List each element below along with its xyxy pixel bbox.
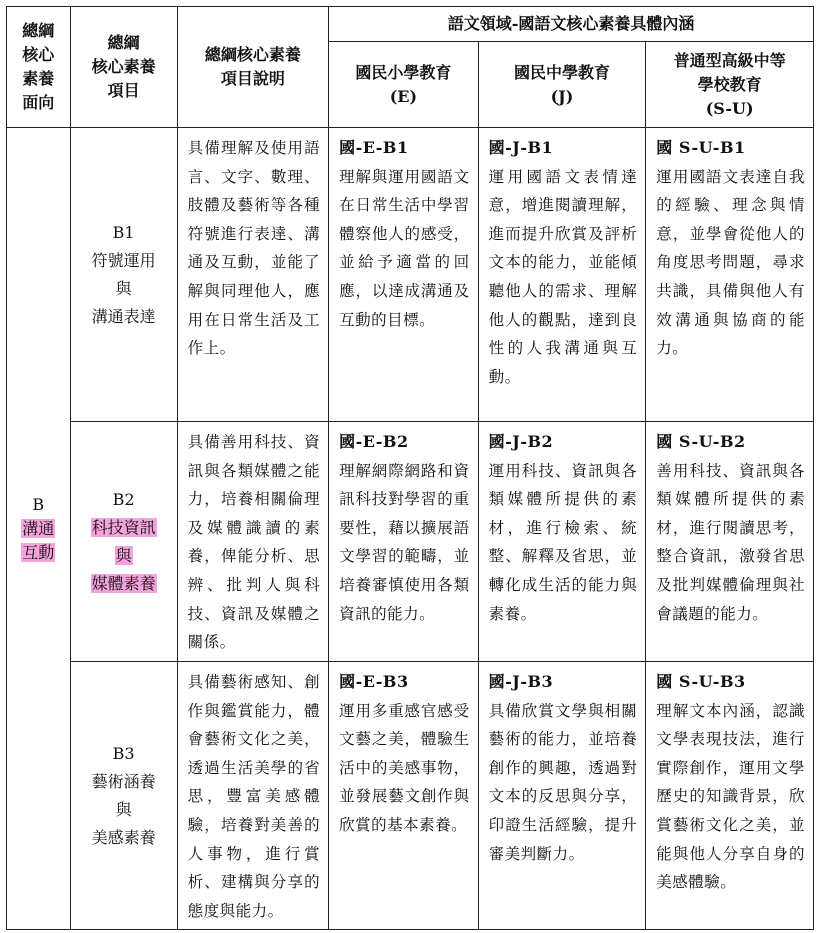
senior-code: 國 S-U-B2 — [656, 432, 746, 451]
item-cell — [70, 422, 177, 662]
item-line: 與 — [115, 545, 132, 565]
table-row — [7, 422, 814, 662]
junior-code: 國-J-B3 — [488, 672, 554, 691]
elementary-code: 國-E-B3 — [339, 672, 409, 691]
item-line: 溝通表達 — [91, 306, 156, 326]
elementary-cell — [329, 422, 478, 662]
junior-cell — [478, 128, 646, 422]
dimension-name-line: 互動 — [22, 542, 55, 562]
item-line: 與 — [115, 278, 132, 298]
item-code: B2 — [112, 489, 135, 509]
junior-code: 國-J-B2 — [488, 432, 554, 451]
item-line: 媒體素養 — [91, 573, 156, 593]
item-line: 藝術涵養 — [91, 771, 156, 791]
header-dimension: 總綱 核心 素養 面向 — [7, 7, 71, 128]
header-elementary: 國民小學教育 (E) — [329, 42, 478, 128]
junior-text: 運用科技、資訊與各類媒體所提供的素材，進行檢索、統整、解釋及省思，並轉化成生活的能力與素養。 — [488, 461, 638, 623]
item-description: 具備善用科技、資訊與各類媒體之能力，培養相關倫理及媒體識讀的素養，俾能分析、思辨、批判人與科技、資訊及媒體之關係。 — [177, 422, 328, 662]
item-code: B3 — [112, 743, 135, 763]
header-senior: 普通型高級中等 學校教育 (S-U) — [646, 42, 814, 128]
elementary-code: 國-E-B2 — [339, 432, 409, 451]
item-line: 與 — [115, 799, 132, 819]
item-description: 具備理解及使用語言、文字、數理、肢體及藝術等各種符號進行表達、溝通及互動，並能了解與同理他人，應用在日常生活及工作上。 — [177, 128, 328, 422]
header-domain-title: 語文領域-國語文核心素養具體內涵 — [329, 7, 814, 42]
elementary-text: 運用多重感官感受文藝之美，體驗生活中的美感事物，並發展藝文創作與欣賞的基本素養。 — [339, 701, 470, 834]
junior-text: 運用國語文表情達意，增進閱讀理解，進而提升欣賞及評析文本的能力，並能傾聽他人的需求、理解他人的觀點，達到良性的人我溝通與互動。 — [488, 167, 638, 386]
senior-text: 善用科技、資訊與各類媒體所提供的素材，進行閱讀思考，整合資訊，激發省思及批判媒體倫理與社會議題的能力。 — [656, 461, 805, 623]
senior-code: 國 S-U-B3 — [656, 672, 746, 691]
elementary-cell — [329, 662, 478, 930]
senior-text: 運用國語文表達自我的經驗、理念與情意，並學會從他人的角度思考問題，尋求共識，具備與他人有效溝通與協商的能力。 — [656, 167, 805, 358]
senior-cell — [646, 662, 814, 930]
table-row — [7, 128, 814, 422]
elementary-text: 理解網際網路和資訊科技對學習的重要性，藉以擴展語文學習的範疇，並培養審慎使用各類資訊的能力。 — [339, 461, 470, 623]
junior-text: 具備欣賞文學與相關藝術的能力，並培養創作的興趣，透過對文本的反思與分享，印證生活經驗，提升審美判斷力。 — [488, 701, 638, 863]
item-line: 符號運用 — [91, 250, 156, 270]
dimension-cell — [7, 128, 71, 930]
item-cell — [70, 662, 177, 930]
item-code: B1 — [112, 222, 135, 242]
junior-cell — [478, 662, 646, 930]
junior-code: 國-J-B1 — [488, 138, 554, 157]
senior-cell — [646, 422, 814, 662]
item-line: 科技資訊 — [91, 517, 156, 537]
senior-code: 國 S-U-B1 — [656, 138, 746, 157]
senior-cell — [646, 128, 814, 422]
header-junior: 國民中學教育 (J) — [478, 42, 646, 128]
dimension-name-line: 溝通 — [22, 518, 55, 538]
elementary-cell — [329, 128, 478, 422]
elementary-code: 國-E-B1 — [339, 138, 409, 157]
item-description: 具備藝術感知、創作與鑑賞能力，體會藝術文化之美，透過生活美學的省思，豐富美感體驗，培養對美善的人事物，進行賞析、建構與分享的態度與能力。 — [177, 662, 328, 930]
dimension-code: B — [32, 494, 45, 514]
item-line: 美感素養 — [91, 827, 156, 847]
header-item: 總綱 核心素養 項目 — [70, 7, 177, 128]
junior-cell — [478, 422, 646, 662]
senior-text: 理解文本內涵，認識文學表現技法，進行實際創作，運用文學歷史的知識背景，欣賞藝術文化之美，並能與他人分享自身的美感體驗。 — [656, 701, 805, 892]
header-description: 總綱核心素養 項目說明 — [177, 7, 328, 128]
elementary-text: 理解與運用國語文在日常生活中學習體察他人的感受，並給予適當的回應，以達成溝通及互動的目標。 — [339, 167, 470, 329]
core-competency-table — [6, 6, 814, 930]
item-cell — [70, 128, 177, 422]
table-row — [7, 662, 814, 930]
